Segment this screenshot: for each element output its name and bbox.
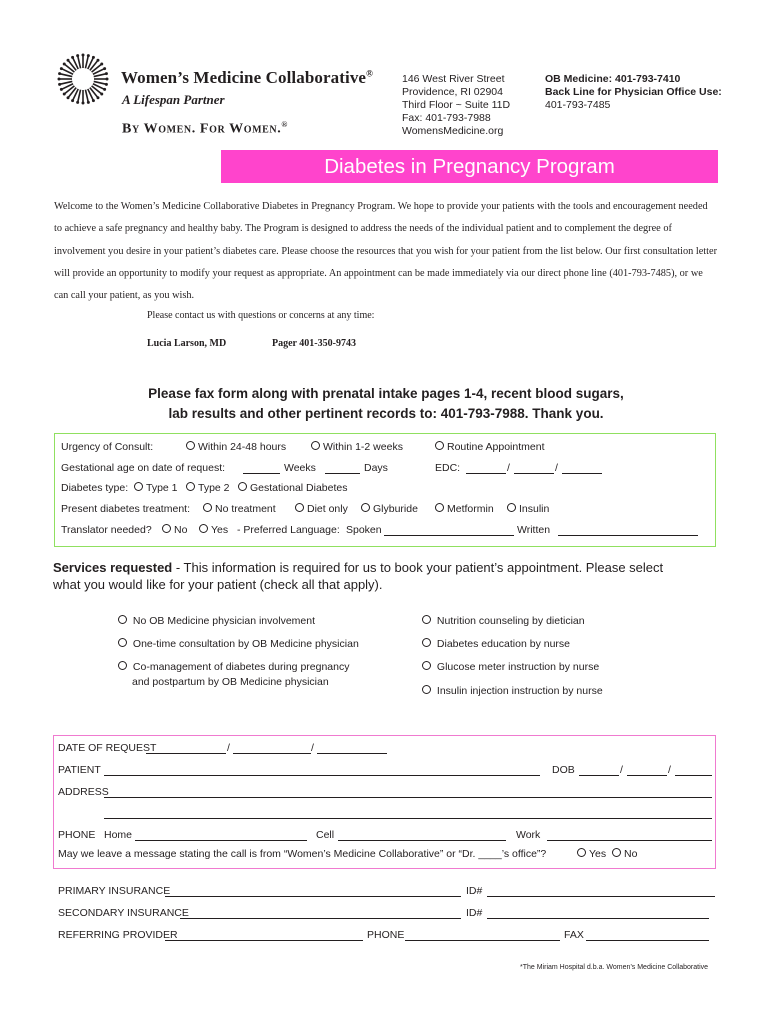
radio-icon[interactable]	[612, 848, 621, 857]
provider-fax-label: FAX	[564, 929, 584, 941]
cell-phone-label: Cell	[316, 829, 335, 841]
logo-dot	[71, 99, 74, 102]
service-option[interactable]: Co-management of diabetes during pregnancy	[118, 661, 349, 673]
contact-prompt: Please contact us with questions or concerns at any time:	[147, 310, 375, 321]
contact-line: 401-793-7485	[545, 99, 611, 111]
edc-label: EDC:	[435, 462, 461, 474]
translator-option[interactable]: No	[162, 524, 187, 536]
radio-icon[interactable]	[435, 441, 444, 450]
radio-icon[interactable]	[118, 615, 127, 624]
logo-ray	[94, 74, 107, 77]
logo-dot	[106, 78, 109, 81]
radio-icon[interactable]	[186, 482, 195, 491]
date-separator: /	[227, 742, 230, 754]
brand-slogan: By Women. For Women.®	[122, 120, 288, 137]
provider-phone-label: PHONE	[367, 929, 405, 941]
address-line: Third Floor ~ Suite 11D	[402, 99, 511, 111]
logo-dot	[76, 54, 79, 57]
fax-line: lab results and other pertinent records to: 401-793-7988. Thank you.	[168, 406, 604, 421]
home-phone-label: Home	[104, 829, 133, 841]
logo-dot	[82, 102, 85, 105]
primary-id-field[interactable]	[487, 896, 715, 897]
logo-dot	[63, 63, 66, 66]
spoken-language-field[interactable]	[384, 535, 514, 536]
radio-icon[interactable]	[422, 615, 431, 624]
radio-icon[interactable]	[118, 661, 127, 670]
fax-line: Please fax form along with prenatal intake pages 1-4, recent blood sugars,	[148, 386, 624, 401]
radio-icon[interactable]	[118, 638, 127, 647]
work-phone-field[interactable]	[547, 840, 712, 841]
logo-dot	[58, 78, 61, 81]
radio-icon[interactable]	[435, 503, 444, 512]
urgency-option[interactable]: Within 1-2 weeks	[311, 441, 403, 453]
radio-icon[interactable]	[295, 503, 304, 512]
diabetes-type-label: Diabetes type:	[61, 482, 129, 494]
service-option[interactable]: One-time consultation by OB Medicine physician	[118, 638, 359, 650]
radio-icon[interactable]	[577, 848, 586, 857]
radio-icon[interactable]	[361, 503, 370, 512]
program-title: Diabetes in Pregnancy Program	[324, 155, 615, 178]
service-option[interactable]: Diabetes education by nurse	[422, 638, 570, 650]
urgency-option[interactable]: Within 24-48 hours	[186, 441, 286, 453]
message-question: May we leave a message stating the call is from “Women’s Medicine Collaborative” or “Dr. ____’s office”?	[58, 848, 547, 860]
provider-phone-field[interactable]	[405, 940, 560, 941]
service-option[interactable]: Nutrition counseling by dietician	[422, 615, 585, 627]
clinic-contact	[545, 73, 722, 112]
edc-month-field[interactable]	[466, 473, 506, 474]
service-option[interactable]: Insulin injection instruction by nurse	[422, 685, 603, 697]
home-phone-field[interactable]	[135, 840, 307, 841]
treatment-option[interactable]: Metformin	[435, 503, 494, 515]
date-separator: /	[668, 764, 671, 776]
edc-year-field[interactable]	[562, 473, 602, 474]
logo-dot	[96, 59, 99, 62]
message-option[interactable]: Yes	[577, 848, 606, 860]
date-of-request-label: DATE OF REQUEST	[58, 742, 157, 754]
service-option[interactable]: Glucose meter instruction by nurse	[422, 661, 599, 673]
service-option[interactable]: No OB Medicine physician involvement	[118, 615, 315, 627]
request-month-field[interactable]	[146, 753, 226, 754]
secondary-insurance-field[interactable]	[180, 918, 461, 919]
radio-icon[interactable]	[238, 482, 247, 491]
logo-ray	[60, 81, 73, 84]
logo-dot	[105, 72, 108, 75]
logo-dot	[58, 72, 61, 75]
logo-dot	[60, 88, 63, 91]
request-year-field[interactable]	[317, 753, 387, 754]
logo-ray	[94, 81, 107, 84]
days-field[interactable]	[325, 473, 360, 474]
address-label: ADDRESS	[58, 786, 109, 798]
patient-name-field[interactable]	[104, 775, 540, 776]
referring-provider-field[interactable]	[165, 940, 363, 941]
dob-month-field[interactable]	[579, 775, 619, 776]
language-label: - Preferred Language:	[237, 524, 340, 536]
dob-year-field[interactable]	[675, 775, 712, 776]
address-field[interactable]	[104, 797, 712, 798]
contact-pager: Pager 401-350-9743	[272, 338, 356, 349]
logo-dot	[96, 96, 99, 99]
radio-icon[interactable]	[199, 524, 208, 533]
radio-icon[interactable]	[507, 503, 516, 512]
weeks-label: Weeks	[284, 462, 316, 474]
logo-dot	[67, 59, 70, 62]
radio-icon[interactable]	[422, 661, 431, 670]
logo-dot	[105, 83, 108, 86]
message-option[interactable]: No	[612, 848, 637, 860]
contact-line: Back Line for Physician Office Use:	[545, 86, 722, 98]
logo-ray	[78, 90, 81, 103]
program-banner	[221, 150, 718, 183]
service-option-continued: and postpartum by OB Medicine physician	[132, 676, 329, 688]
logo-dot	[92, 56, 95, 59]
primary-id-label: ID#	[466, 885, 483, 897]
date-separator: /	[620, 764, 623, 776]
services-heading: Services requested	[53, 560, 173, 575]
logo-dot	[100, 63, 103, 66]
logo-dot	[103, 88, 106, 91]
logo-dot	[87, 54, 90, 57]
logo-ray	[85, 90, 88, 103]
primary-insurance-label: PRIMARY INSURANCE	[58, 885, 171, 897]
logo-dot	[71, 56, 74, 59]
sunburst-logo-icon	[56, 52, 110, 106]
address-line: Fax: 401-793-7988	[402, 112, 491, 124]
contact-name: Lucia Larson, MD	[147, 338, 227, 349]
radio-icon[interactable]	[134, 482, 143, 491]
treatment-option[interactable]: Insulin	[507, 503, 549, 515]
date-separator: /	[311, 742, 314, 754]
request-day-field[interactable]	[233, 753, 311, 754]
urgency-label: Urgency of Consult:	[61, 441, 154, 453]
logo-dot	[87, 101, 90, 104]
address-field-line-2[interactable]	[104, 818, 712, 819]
dob-day-field[interactable]	[627, 775, 667, 776]
intro-paragraph: Welcome to the Women’s Medicine Collaborative Diabetes in Pregnancy Program. We hope to provide your patients with the tools and encouragement needed to achieve a safe pregnancy and healthy baby. The Program is designed to address the needs of the individual patient and to complement the degree of involvement you desire in your patient’s diabetes care. Please choose the resources that you wish for your patient from the list below. Our first consultation letter will provide an opportunity to modify your request as appropriate. An appointment can be made immediately via our direct phone line (401-793-7485), or we can call your patient, as you wish.	[54, 201, 718, 302]
address-line: 146 West River Street	[402, 73, 505, 85]
secondary-id-label: ID#	[466, 907, 483, 919]
referring-provider-label: REFERRING PROVIDER	[58, 929, 178, 941]
diabetes-type-option[interactable]: Type 2	[186, 482, 230, 494]
translator-option[interactable]: Yes	[199, 524, 228, 536]
date-separator: /	[507, 462, 510, 474]
logo-dot	[60, 67, 63, 70]
date-separator: /	[555, 462, 558, 474]
spoken-label: Spoken	[346, 524, 382, 536]
logo-dot	[63, 92, 66, 95]
treatment-option[interactable]: No treatment	[203, 503, 276, 515]
logo-dot	[103, 67, 106, 70]
written-label: Written	[517, 524, 551, 536]
treatment-option[interactable]: Glyburide	[361, 503, 418, 515]
address-line: Providence, RI 02904	[402, 86, 503, 98]
secondary-insurance-label: SECONDARY INSURANCE	[58, 907, 189, 919]
secondary-id-field[interactable]	[487, 918, 709, 919]
address-line: WomensMedicine.org	[402, 125, 504, 137]
patient-label: PATIENT	[58, 764, 101, 776]
services-description: - This information is required for us to book your patient’s appointment. Please select	[172, 560, 664, 575]
provider-fax-field[interactable]	[586, 940, 709, 941]
services-description-2: what you would like for your patient (check all that apply).	[53, 577, 383, 592]
services-intro	[53, 559, 717, 593]
translator-label: Translator needed?	[61, 524, 152, 536]
brand-name: Women’s Medicine Collaborative®	[121, 68, 373, 87]
primary-insurance-field[interactable]	[165, 896, 461, 897]
days-label: Days	[364, 462, 388, 474]
written-language-field[interactable]	[558, 535, 698, 536]
phone-label: PHONE	[58, 829, 96, 841]
logo-ray	[78, 56, 81, 69]
logo-dot	[67, 96, 70, 99]
brand-tagline: A Lifespan Partner	[122, 92, 225, 107]
gestational-age-label: Gestational age on date of request:	[61, 462, 226, 474]
radio-icon[interactable]	[422, 685, 431, 694]
clinic-address	[402, 73, 510, 138]
weeks-field[interactable]	[243, 473, 280, 474]
work-phone-label: Work	[516, 829, 541, 841]
treatment-option[interactable]: Diet only	[295, 503, 348, 515]
diabetes-type-option[interactable]: Type 1	[134, 482, 178, 494]
edc-day-field[interactable]	[514, 473, 554, 474]
logo-ray	[85, 56, 88, 69]
logo-ray	[60, 74, 73, 77]
logo-dot	[92, 99, 95, 102]
urgency-option[interactable]: Routine Appointment	[435, 441, 544, 453]
logo-dot	[58, 83, 61, 86]
footnote: *The Miriam Hospital d.b.a. Women’s Medicine Collaborative	[520, 964, 709, 971]
radio-icon[interactable]	[311, 441, 320, 450]
logo-dot	[76, 101, 79, 104]
diabetes-type-option[interactable]: Gestational Diabetes	[238, 482, 347, 494]
logo-dot	[100, 92, 103, 95]
radio-icon[interactable]	[162, 524, 171, 533]
contact-line: OB Medicine: 401-793-7410	[545, 73, 681, 85]
radio-icon[interactable]	[203, 503, 212, 512]
dob-label: DOB	[552, 764, 575, 776]
fax-instructions	[54, 384, 718, 424]
radio-icon[interactable]	[422, 638, 431, 647]
logo-dot	[82, 54, 85, 57]
radio-icon[interactable]	[186, 441, 195, 450]
treatment-label: Present diabetes treatment:	[61, 503, 190, 515]
cell-phone-field[interactable]	[338, 840, 506, 841]
